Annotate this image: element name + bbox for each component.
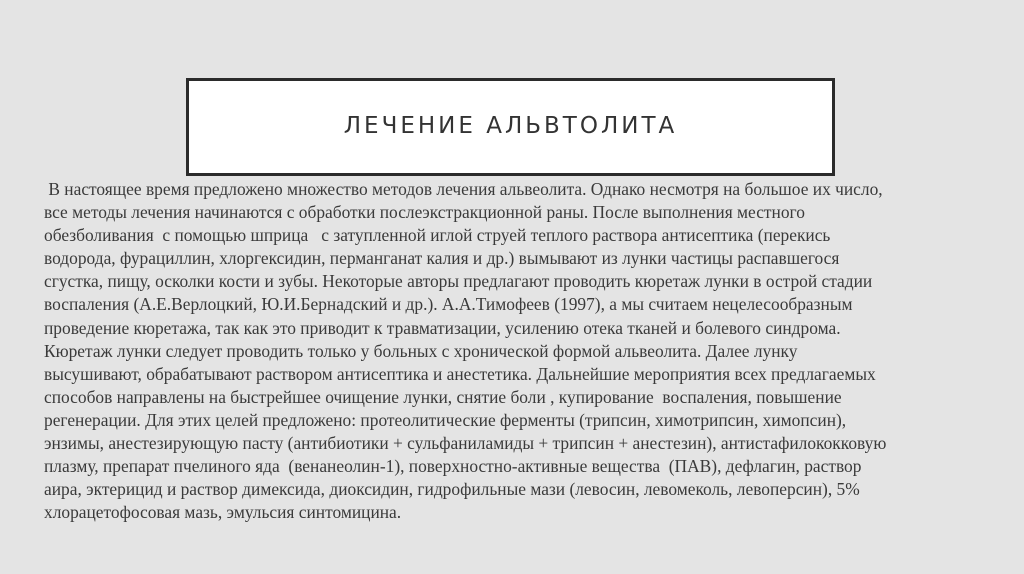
body-line: плазму, препарат пчелиного яда (венанеолин-1), поверхностно-активные вещества (ПАВ), дефлагин, раствор bbox=[44, 456, 862, 477]
body-line: Кюретаж лунки следует проводить только у больных с хронической формой альвеолита. Далее лунку bbox=[44, 340, 798, 361]
body-line: В настоящее время предложено множество методов лечения альвеолита. Однако несмотря на большое их число, bbox=[44, 179, 883, 199]
body-line: энзимы, анестезирующую пасту (антибиотики + сульфаниламиды + трипсин + анестезин), антистафилококковую bbox=[44, 433, 887, 454]
body-line: воспаления (А.Е.Верлоцкий, Ю.И.Бернадский и др.). А.А.Тимофеев (1997), а мы считаем нецелесообразным bbox=[44, 294, 853, 315]
body-line: способов направлены на быстрейшее очищение лунки, снятие боли , купирование воспаления, повышение bbox=[44, 386, 842, 407]
body-line: все методы лечения начинаются с обработки послеэкстракционной раны. После выполнения местного bbox=[44, 202, 805, 223]
title-box bbox=[186, 78, 835, 176]
body-line: водорода, фурациллин, хлоргексидин, перманганат калия и др.) вымывают из лунки частицы распавшегося bbox=[44, 248, 840, 269]
body-text bbox=[44, 178, 989, 524]
body-line: проведение кюретажа, так как это приводит к травматизации, усилению отека тканей и болевого синдрома. bbox=[44, 317, 841, 338]
body-line: обезболивания с помощью шприца с затупленной иглой струей теплого раствора антисептика (перекись bbox=[44, 225, 831, 246]
body-line: аира, эктерицид и раствор димексида, диоксидин, гидрофильные мази (левосин, левомеколь, левоперсин), 5% bbox=[44, 479, 860, 500]
body-line: высушивают, обрабатывают раствором антисептика и анестетика. Дальнейшие мероприятия всех предлагаемых bbox=[44, 363, 876, 384]
body-line: регенерации. Для этих целей предложено: протеолитические ферменты (трипсин, химотрипсин, химопсин), bbox=[44, 409, 847, 430]
body-line: хлорацетофосовая мазь, эмульсия синтомицина. bbox=[44, 502, 402, 523]
body-line: сгустка, пищу, осколки кости и зубы. Некоторые авторы предлагают проводить кюретаж лунки в острой стадии bbox=[44, 271, 873, 292]
slide-title: ЛЕЧЕНИЕ АЛЬВТОЛИТА bbox=[343, 113, 678, 139]
